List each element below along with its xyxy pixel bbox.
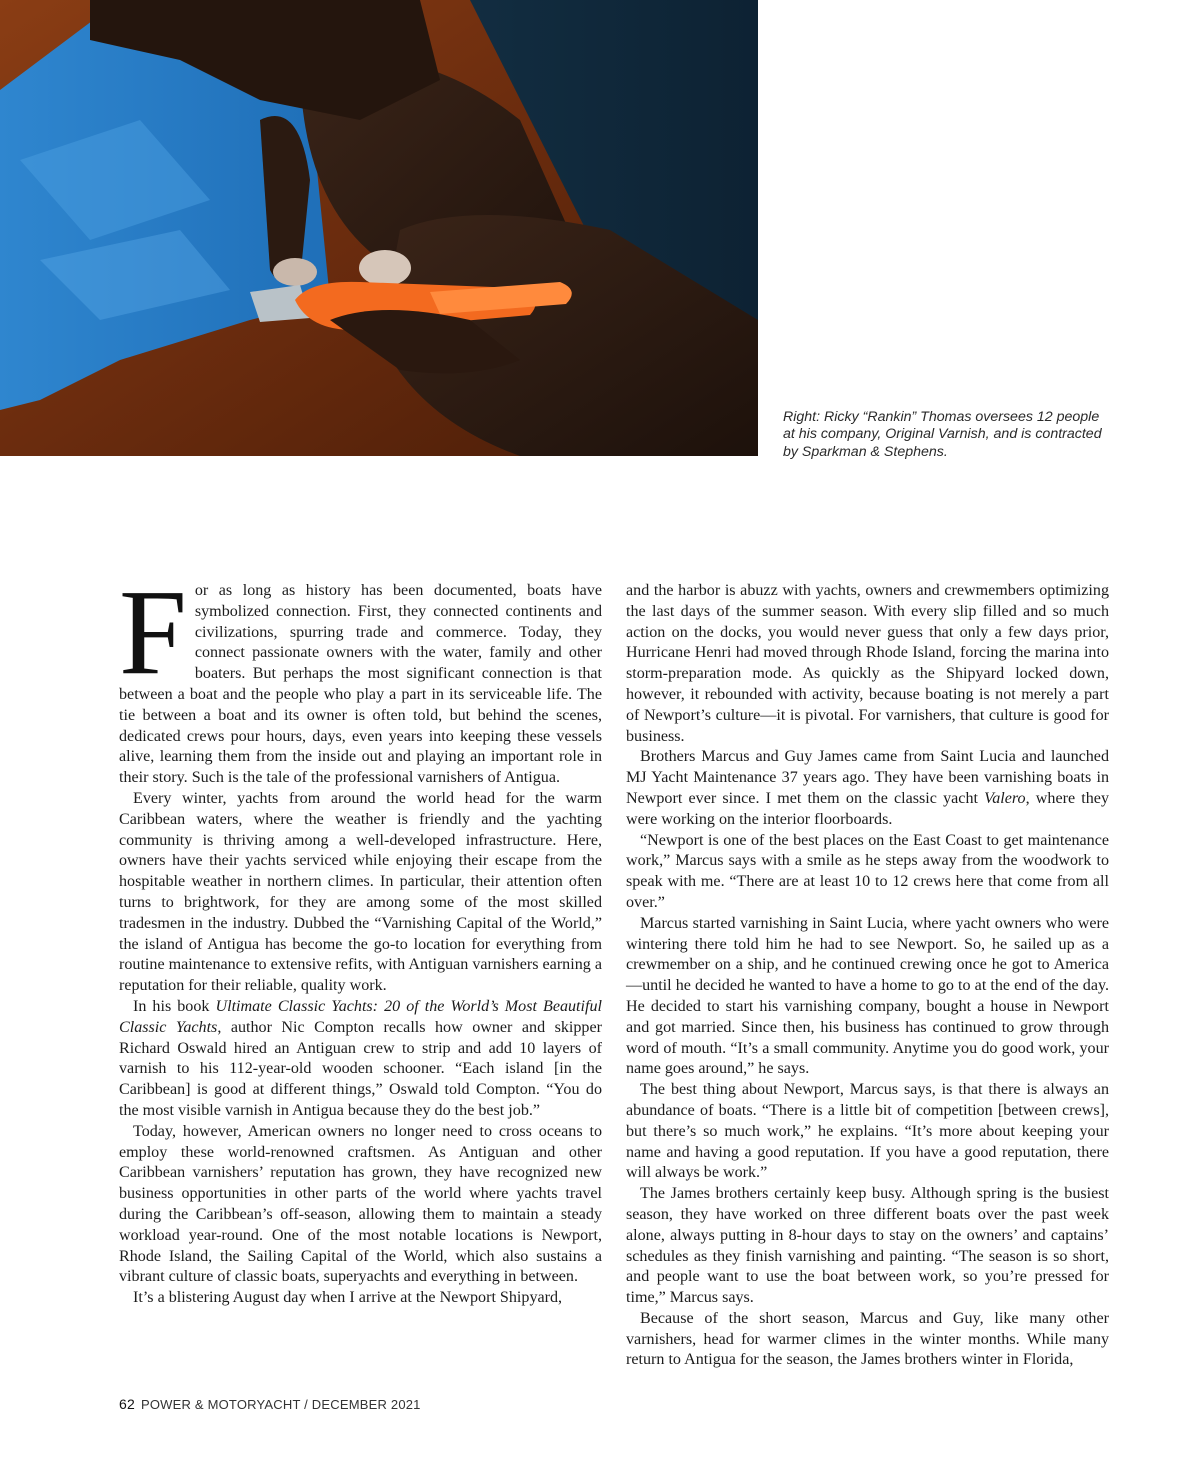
- paragraph: Every winter, yachts from around the world head for the warm Caribbean waters, where the weather is friendly and the yachting community is thriving among a well-developed infrastructure. Here, owners have their yachts serviced while enjoying their escape from the hospitable weather in northern climes. In particular, their attention often turns to brightwork, for they are among some of the most skilled tradesmen in the industry. Dubbed the “Varnishing Capital of the World,” the island of Antigua has become the go-to location for everything from routine maintenance to extensive refits, with Antiguan varnishers earning a reputation for their reliable, quality work.: [119, 789, 602, 995]
- yacht-name: Valero: [984, 789, 1026, 807]
- paragraph: Because of the short season, Marcus and Guy, like many other varnishers, head for warmer climes in the winter months. While many return to Antigua for the season, the James brothers winter in Florida,: [626, 1309, 1109, 1369]
- paragraph: The best thing about Newport, Marcus says, is that there is always an abundance of boats. “There is a little bit of competition [between crews], but there’s so much work,” he explains. “It’s more about keeping your name and having a good reputation. If you have a good reputation, there will always be work.”: [626, 1081, 1109, 1182]
- paragraph: Today, however, American owners no longer need to cross oceans to employ these world-renowned craftsmen. As Antiguan and other Caribbean varnishers’ reputation has grown, they have recognized new business opportunities in other parts of the world where yachts travel during the Caribbean’s off-season, allowing them to maintain a steady workload year-round. One of the most notable locations is Newport, Rhode Island, the Sailing Capital of the World, which also sustains a vibrant culture of classic boats, superyachts and everything in between.: [119, 1122, 602, 1286]
- paragraph-continued: and the harbor is abuzz with yachts, owners and crewmembers optimizing the last days of the summer season. With every slip filled and so much action on the docks, you would never guess that only a few days prior, Hurricane Henri had moved through Rhode Island, forcing the marina into storm-preparation mode. As quickly as the Shipyard locked down, however, it rebounded with activity, because boating is not merely a part of Newport’s culture—it is pivotal. For varnishers, that culture is good for business.: [626, 582, 1109, 745]
- paragraph: The James brothers certainly keep busy. Although spring is the busiest season, they have worked on three different boats over the past week alone, always putting in 8-hour days to stay on the owners’ and captains’ schedules as they finish varnishing and painting. “The season is so short, and people want to use the boat between work, so you’re pressed for time,” Marcus says.: [626, 1185, 1109, 1307]
- paragraph: It’s a blistering August day when I arrive at the Newport Shipyard,: [133, 1289, 563, 1307]
- paragraph-book: In his book Ultimate Classic Yachts: 20 of the World’s Most Beautiful Classic Yachts, author Nic Compton recalls how owner and skipper Richard Oswald hired an Antiguan crew to strip and add 10 layers of varnish to his 112-year-old wooden schooner. “Each island [in the Caribbean] is good at different things,” Oswald told Compton. “You do the most visible varnish in Antigua because they do the best job.”: [119, 997, 602, 1119]
- article-column-left: [119, 565, 602, 1309]
- hands-cutting-tape-icon: [0, 0, 758, 456]
- drop-cap: F: [119, 565, 187, 700]
- book-title: Ultimate Classic Yachts: 20 of the World’s Most Beautiful Classic Yachts: [119, 997, 602, 1036]
- article-photo: [0, 0, 758, 456]
- paragraph-boat: Brothers Marcus and Guy James came from Saint Lucia and launched MJ Yacht Maintenance 37 years ago. They have been varnishing boats in Newport ever since. I met them on the classic yacht Valero, where they were working on the interior floorboards.: [626, 748, 1109, 828]
- paragraph-intro: For as long as history has been documented, boats have symbolized connection. First, they connected continents and civilizations, spurring trade and commerce. Today, they connect passionate owners with the water, family and other boaters. But perhaps the most significant connection is that between a boat and the people who play a part in its serviceable life. The tie between a boat and its owner is often told, but behind the scenes, dedicated crews pour hours, days, even years into keeping these vessels alive, learning them from the inside out and playing an important role in their story. Such is the tale of the professional varnishers of Antigua.: [119, 565, 602, 787]
- photo-caption: Right: Ricky “Rankin” Thomas oversees 12 people at his company, Original Varnish, and is contracted by Sparkman & Stephens.: [783, 409, 1102, 460]
- publication-line: POWER & MOTORYACHT / DECEMBER 2021: [140, 1397, 421, 1412]
- page-folio: [119, 1396, 421, 1412]
- page-number: 62: [119, 1396, 135, 1412]
- article-column-right: [626, 581, 1109, 1371]
- paragraph: “Newport is one of the best places on the East Coast to get maintenance work,” Marcus says with a smile as he steps away from the woodwork to speak with me. “There are at least 10 to 12 crews here that come from all over.”: [626, 831, 1109, 911]
- paragraph: Marcus started varnishing in Saint Lucia, where yacht owners who were wintering there told him he had to see Newport. So, he sailed up as a crewmember on a ship, and he continued crewing once he got to America—until he decided he wanted to have a home to go to at the end of the day. He decided to start his varnishing company, bought a house in Newport and got married. Since then, his business has continued to grow through word of mouth. “It’s a small community. Anytime you do good work, your name goes around,” he says.: [626, 914, 1109, 1078]
